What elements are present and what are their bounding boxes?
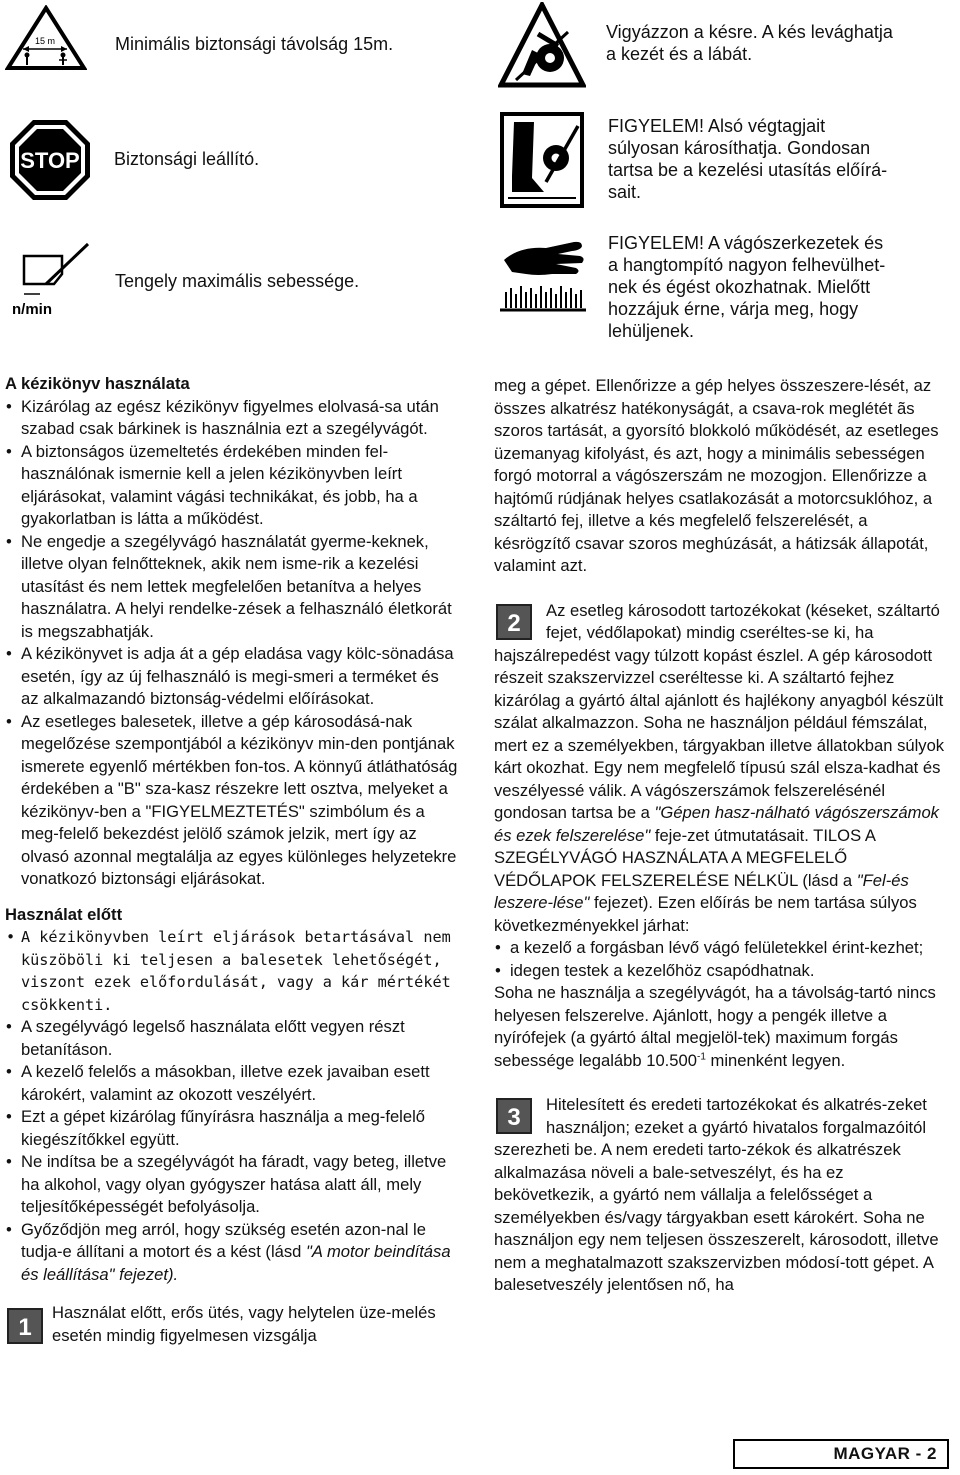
numbered-paragraph-1	[5, 1302, 460, 1347]
icon-row-stop	[8, 118, 259, 202]
hot-surface-icon	[498, 232, 588, 314]
manual-use-list	[5, 396, 460, 891]
paragraph-2-text: Az esetleg károsodott tartozékokat (késeket, száltartó fejet, védőlapokat) mindig cseréltes-se ki, ha hajszálrepedést vagy túlzott kopást észlel. A gép károsodott részeit szakszervizzel cseréltesse ki. A száltartó fejhez kizárólag a gyártó által ajánlott és hajlékony anyagból készült szálat alkalmazzon. Soha ne használjon például fémszálat, mert ez a személyekben, tárgyakban illetve állatokban súlyok kárt okozhat. Egy nem megfelelő típusú szál elsza-kadhat és veszélyessé válik. A vágószerszámok felszerelésénél gondosan tartsa be a	[494, 600, 945, 822]
icon-text-speed: Tengely maximális sebessége.	[115, 271, 360, 291]
paragraph-2-reference-1: "Gépen hasz-nálható vágószerszámok és ezek felszerelése"	[494, 803, 939, 845]
icon-text-hot-line-4: hozzájuk érne, várja meg, hogy	[608, 299, 859, 319]
icon-text-leg	[608, 115, 887, 203]
icon-text-blade-line-1: Vigyázzon a késre. A kés levághatja	[606, 22, 893, 42]
list-item: • Ne indítsa be a szegélyvágót ha fáradt, vagy beteg, illetve ha alkohol, vagy olyan gyógyszer hatása alatt áll, mely teljesítőképességét befolyásolja.	[5, 1151, 460, 1219]
distance-label: 15 m	[35, 36, 56, 46]
list-item: • A kezelő felelős a másokban, illetve ezek javaiban esett károkért, valamint az okozott veszélyért.	[5, 1061, 460, 1106]
section-heading-manual-use: A kézikönyv használata	[5, 374, 190, 393]
before-use-list	[5, 926, 460, 1286]
icon-text-blade-line-2: a kezét és a lábát.	[606, 44, 753, 64]
min-distance-15m-icon	[5, 5, 87, 71]
icon-text-blade	[606, 21, 893, 65]
icon-row-speed	[10, 242, 359, 320]
blade-warning-icon	[498, 2, 586, 88]
numbered-paragraph-3	[494, 1094, 946, 1297]
icon-row-blade	[498, 2, 893, 88]
icon-text-leg-line-2: súlyosan károsíthatja. Gondosan	[608, 138, 871, 158]
number-badge-2: 2	[496, 604, 532, 640]
icon-text-stop: Biztonsági leállító.	[114, 149, 260, 169]
number-badge-1: 1	[7, 1308, 43, 1344]
list-item: • Ne engedje a szegélyvágó használatát gyerme-keknek, illetve olyan felnőtteknek, akik nem isme-rik a kezelési utasítást és nem lettek megfelelően betanítva a helyes használatra. A helyi rendelke-zések a felhasználó életkorát is megszabhatják.	[5, 531, 460, 644]
paragraph-1-text: Használat előtt, erős ütés, vagy helytelen üze-melés esetén mindig figyelmesen vizsgálja	[52, 1303, 436, 1345]
list-item: • A szegélyvágó legelső használata előtt vegyen részt betanításon.	[5, 1016, 460, 1061]
icon-text-leg-line-4: sait.	[608, 182, 642, 202]
number-badge-3: 3	[496, 1098, 532, 1134]
leg-injury-warning-icon	[500, 112, 584, 208]
max-speed-icon	[10, 242, 94, 320]
paragraph-2-reference-2: "Fel-és leszere-lése"	[494, 870, 909, 912]
paragraph-4-text: Hitelesített és eredeti tartozékokat és alkatrés-zeket használjon; ezeket a gyártó hivatalos forgalmazóitól szerezheti be. A nem eredeti tarto-zékok és alkatrészek alkalmazása növeli a bale-setveszélyt, és ha ez bekövetkezik, a gyártó nem vállalja a felelősséget a személyekben és/vagy tárgyakban esett károkért. Soha ne használjon egy nem teljesen összeszerelt, károsodott, illetve nem a meghatalmazott szakszervizben módosí-tott gépet. A balesetveszély jelentősen nő, ha	[494, 1095, 939, 1294]
paragraph-continued: meg a gépet. Ellenőrizze a gép helyes összeszere-lését, az összes alkatrész hatékonyságát, a csava-rok meglétét ãs szoros tartását, a gyorsító blokkoló működését, az esetleges üzemanyag kifolyást, és azt, hogy a minimális sebességen forgó motorral a vágószerszám ne mozogjon. Ellenőrizze a hajtómű rúdjának helyes csatlakozását a motorcsuklóhoz, a száltartó fej, illetve a kés megfelelő felszerelését, a késrögzítő csavar szoros meghúzását, a hátizsák állapotát, valamint azt.	[494, 376, 939, 575]
list-item: • A kézikönyvben leírt eljárások betartásával nem küszöböli ki teljesen a balesetek lehetőségét, viszont ezek előfordulását, vagy a kár mértékét csökkenti.	[5, 926, 460, 1016]
stop-label: STOP	[20, 148, 80, 173]
section-heading-before-use: Használat előtt	[5, 904, 123, 924]
list-item-reference: "A motor beindítása és leállítása" fejezet).	[21, 1242, 451, 1284]
paragraph-3-superscript: -1	[696, 1050, 706, 1062]
list-item: • Az esetleges balesetek, illetve a gép károsodásá-nak megelőzése szempontjából a kézikönyv min-den pontjának ismerete egyenlő mértékben fon-tos. A könnyű átláthatóság érdekében a "B" sza-kasz részekre lett osztva, melyeket a kézikönyv-ben a "FIGYELMEZTETÉS" szimbólum és a meg-felelő bekezdést jelölő számok jelzik, mert így az olvasó azonnal megtalálja az egyes különleges helyzetekre vonatkozó biztonsági eljárásokat.	[5, 711, 460, 891]
stop-sign-icon	[8, 118, 92, 202]
list-item: • A biztonságos üzemeltetés érdekében minden fel-használónak ismernie kell a jelen kézikönyvben leírt eljárásokat, valamint vágási technikákat, és jobb, ha a gyakorlatban is látta a működést.	[5, 441, 460, 531]
icon-text-distance: Minimális biztonsági távolság 15m.	[115, 34, 394, 54]
icon-row-leg	[500, 112, 887, 208]
list-item: • Ezt a gépet kizárólag fűnyírásra használja a meg-felelő kiegészítőkkel együtt.	[5, 1106, 460, 1151]
icon-text-leg-line-3: tartsa be a kezelési utasítás előírá-	[608, 160, 888, 180]
list-item: • a kezelő a forgásban lévő vágó felületekkel érint-kezhet;	[494, 937, 946, 960]
icon-text-hot-line-5: lehüljenek.	[608, 321, 695, 341]
icon-row-distance	[5, 5, 393, 71]
list-item	[5, 1219, 460, 1287]
numbered-paragraph-2	[494, 600, 946, 938]
icon-text-hot-line-3: nek és égést okozhatnak. Mielőtt	[608, 277, 871, 297]
left-column	[5, 373, 460, 1347]
icon-text-hot	[608, 232, 885, 342]
paragraph-3-text-end: minenként legyen.	[705, 1050, 846, 1070]
list-item: • Kizárólag az egész kézikönyv figyelmes elolvasá-sa után szabad csak bárkinek is használnia ezt a szegélyvágót.	[5, 396, 460, 441]
icon-row-hot	[498, 232, 885, 342]
paragraph-2-text-c: fejezet). Ezen előírás be nem tartása súlyos következményekkel járhat:	[494, 893, 917, 935]
icon-text-hot-line-2: a hangtompító nagyon felhevülhet-	[608, 255, 886, 275]
icon-text-leg-line-1: FIGYELEM! Alsó végtagjait	[608, 116, 826, 136]
speed-unit-label: n/min	[12, 301, 52, 318]
icon-text-hot-line-1: FIGYELEM! A vágószerkezetek és	[608, 233, 884, 253]
list-item: • idegen testek a kezelőhöz csapódhatnak.	[494, 960, 946, 983]
paragraph-2-text-b: feje-zet útmutatásait. TILOS A SZEGÉLYVÁGÓ HASZNÁLATA A MEGFELELŐ VÉDŐLAPOK FELSZERELÉSE NÉLKÜL (lásd a	[494, 825, 875, 890]
paragraph-3-text: Soha ne használja a szegélyvágót, ha a távolság-tartó nincs helyesen felszerelve. Ajánlott, hogy a pengék illetve a nyírófejek (a gyártó által megjelöl-tek) maximum forgás sebessége legalább 10.500	[494, 983, 936, 1070]
right-column	[494, 375, 946, 1297]
consequence-list	[494, 937, 946, 982]
list-item-text: Győződjön meg arról, hogy szükség esetén azon-nal le tudja-e állítani a motort és a kést (lásd	[21, 1219, 426, 1261]
list-item: • A kézikönyvet is adja át a gép eladása vagy kölc-sönadása esetén, így az új felhasználó is megi-smeri a terméket és az alkalmazandó biztonság-védelmi előírásokat.	[5, 643, 460, 711]
page-footer-label: MAGYAR - 2	[733, 1439, 949, 1469]
paragraph-3	[494, 982, 946, 1072]
